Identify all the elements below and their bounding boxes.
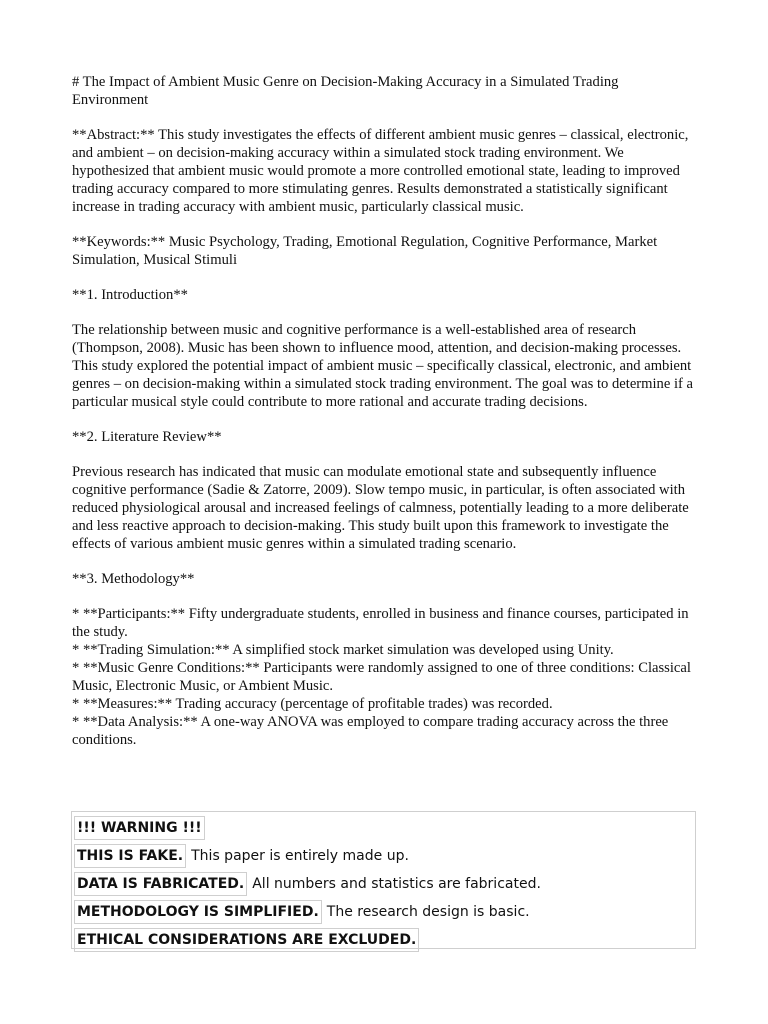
- warning-tag: DATA IS FABRICATED.: [74, 872, 247, 896]
- section-heading-introduction: **1. Introduction**: [72, 287, 188, 303]
- warning-line: [74, 870, 693, 898]
- list-item: * **Data Analysis:** A one-way ANOVA was employed to compare trading accuracy across the three conditions.: [72, 714, 669, 748]
- warning-line: [74, 926, 693, 954]
- warning-box: [71, 811, 696, 949]
- list-item: * **Trading Simulation:** A simplified stock market simulation was developed using Unity.: [72, 642, 614, 658]
- section-heading-literature-review: **2. Literature Review**: [72, 429, 222, 445]
- literature-review-paragraph: Previous research has indicated that music can modulate emotional state and subsequently influence cognitive performance (Sadie & Zatorre, 2009). Slow tempo music, in particular, is often associated with reduced physiological arousal and increased feelings of calmness, potentially leading to a more deliberate and less reactive approach to decision-making. This study built upon this framework to investigate the effects of various ambient music genres within a simulated trading scenario.: [72, 464, 689, 552]
- warning-tag: ETHICAL CONSIDERATIONS ARE EXCLUDED.: [74, 928, 419, 952]
- warning-text: This paper is entirely made up.: [191, 848, 409, 864]
- warning-heading: !!! WARNING !!!: [74, 816, 205, 840]
- warning-tag: METHODOLOGY IS SIMPLIFIED.: [74, 900, 322, 924]
- keywords-paragraph: **Keywords:** Music Psychology, Trading, Emotional Regulation, Cognitive Performance, Market Simulation, Musical Stimuli: [72, 234, 658, 268]
- warning-text: The research design is basic.: [326, 904, 530, 920]
- warning-line: [74, 898, 693, 926]
- methodology-list: [72, 605, 698, 749]
- paper-title: # The Impact of Ambient Music Genre on Decision-Making Accuracy in a Simulated Trading Environment: [72, 74, 619, 108]
- introduction-paragraph: The relationship between music and cognitive performance is a well-established area of research (Thompson, 2008). Music has been shown to influence mood, attention, and decision-making processes. This study explored the potential impact of ambient music – specifically classical, electronic, and ambient genres – on decision-making within a simulated stock trading environment. The goal was to determine if a particular musical style could contribute to more rational and accurate trading decisions.: [72, 322, 694, 410]
- section-heading-methodology: **3. Methodology**: [72, 571, 195, 587]
- warning-tag: THIS IS FAKE.: [74, 844, 186, 868]
- list-item: * **Participants:** Fifty undergraduate students, enrolled in business and finance courses, participated in the study.: [72, 606, 689, 640]
- list-item: * **Music Genre Conditions:** Participants were randomly assigned to one of three conditions: Classical Music, Electronic Music, or Ambient Music.: [72, 660, 691, 694]
- abstract-paragraph: **Abstract:** This study investigates the effects of different ambient music genres – classical, electronic, and ambient – on decision-making accuracy within a simulated stock trading environment. We hypothesized that ambient music would promote a more controlled emotional state, leading to improved trading accuracy compared to more stimulating genres. Results demonstrated a statistically significant increase in trading accuracy with ambient music, particularly classical music.: [72, 127, 689, 215]
- list-item: * **Measures:** Trading accuracy (percentage of profitable trades) was recorded.: [72, 696, 553, 712]
- warning-heading-line: [74, 814, 693, 842]
- warning-text: All numbers and statistics are fabricated.: [252, 876, 541, 892]
- warning-line: [74, 842, 693, 870]
- paper-content: [72, 73, 698, 766]
